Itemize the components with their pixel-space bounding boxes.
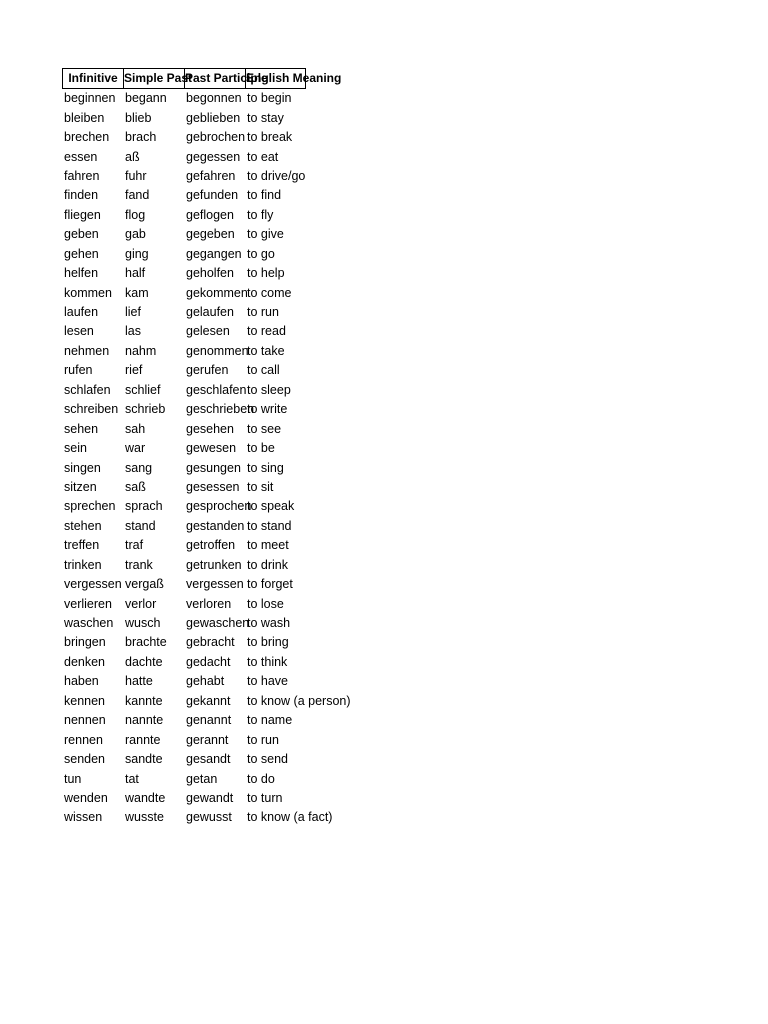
english-meaning-cell: to take xyxy=(247,343,285,358)
table-row xyxy=(62,808,365,827)
infinitive-cell: brechen xyxy=(64,130,110,145)
infinitive-cell: schlafen xyxy=(64,382,111,397)
simple-past-cell: aß xyxy=(125,149,140,164)
english-meaning-cell: to turn xyxy=(247,790,283,805)
english-meaning-cell: to write xyxy=(247,402,288,417)
past-participle-cell: gegeben xyxy=(186,227,235,242)
past-participle-cell: gestanden xyxy=(186,518,245,533)
table-row xyxy=(62,361,365,380)
simple-past-cell: sprach xyxy=(125,499,163,514)
table-row xyxy=(62,575,365,594)
table-row xyxy=(62,342,365,361)
english-meaning-cell: to fly xyxy=(247,207,274,222)
infinitive-cell: kennen xyxy=(64,693,106,708)
table-row xyxy=(62,692,365,711)
infinitive-cell: sehen xyxy=(64,421,99,436)
simple-past-cell: brach xyxy=(125,130,157,145)
infinitive-cell: schreiben xyxy=(64,402,119,417)
past-participle-cell: gefunden xyxy=(186,188,239,203)
simple-past-cell: las xyxy=(125,324,141,339)
table-header-row xyxy=(62,68,365,89)
infinitive-cell: waschen xyxy=(64,616,114,631)
past-participle-cell: gehabt xyxy=(186,674,225,689)
simple-past-cell: schrieb xyxy=(125,402,166,417)
infinitive-cell: nennen xyxy=(64,713,106,728)
simple-past-cell: schlief xyxy=(125,382,161,397)
infinitive-cell: trinken xyxy=(64,557,102,572)
table-row xyxy=(62,264,365,283)
english-meaning-cell: to see xyxy=(247,421,282,436)
header-simple-past: Simple Past xyxy=(123,68,184,89)
table-row xyxy=(62,594,365,613)
infinitive-cell: singen xyxy=(64,460,101,475)
past-participle-cell: gewusst xyxy=(186,810,232,825)
simple-past-cell: half xyxy=(125,266,146,281)
infinitive-cell: vergessen xyxy=(64,577,122,592)
table-row xyxy=(62,458,365,477)
table-row xyxy=(62,653,365,672)
past-participle-cell: gewesen xyxy=(186,441,237,456)
english-meaning-cell: to eat xyxy=(247,149,279,164)
infinitive-cell: wissen xyxy=(64,810,103,825)
table-row xyxy=(62,419,365,438)
english-meaning-cell: to drive/go xyxy=(247,168,306,183)
past-participle-cell: geschrieben xyxy=(186,402,255,417)
past-participle-cell: genannt xyxy=(186,713,232,728)
infinitive-cell: denken xyxy=(64,654,106,669)
infinitive-cell: fliegen xyxy=(64,207,101,222)
past-participle-cell: gewaschen xyxy=(186,616,250,631)
english-meaning-cell: to be xyxy=(247,441,275,456)
english-meaning-cell: to speak xyxy=(247,499,295,514)
past-participle-cell: gedacht xyxy=(186,654,231,669)
past-participle-cell: begonnen xyxy=(186,91,242,106)
english-meaning-cell: to find xyxy=(247,188,282,203)
simple-past-cell: flog xyxy=(125,207,146,222)
infinitive-cell: treffen xyxy=(64,538,100,553)
simple-past-cell: wusch xyxy=(125,616,161,631)
simple-past-cell: gab xyxy=(125,227,146,242)
past-participle-cell: gerufen xyxy=(186,363,229,378)
table-row xyxy=(62,245,365,264)
simple-past-cell: begann xyxy=(125,91,167,106)
english-meaning-cell: to forget xyxy=(247,577,293,592)
infinitive-cell: finden xyxy=(64,188,99,203)
infinitive-cell: wenden xyxy=(64,790,108,805)
past-participle-cell: getroffen xyxy=(186,538,236,553)
table-body xyxy=(62,89,365,828)
simple-past-cell: traf xyxy=(125,538,144,553)
past-participle-cell: genommen xyxy=(186,343,249,358)
simple-past-cell: blieb xyxy=(125,110,152,125)
infinitive-cell: bleiben xyxy=(64,110,105,125)
table-row xyxy=(62,730,365,749)
simple-past-cell: verlor xyxy=(125,596,157,611)
simple-past-cell: brachte xyxy=(125,635,167,650)
english-meaning-cell: to break xyxy=(247,130,293,145)
infinitive-cell: stehen xyxy=(64,518,102,533)
table-row xyxy=(62,614,365,633)
english-meaning-cell: to know (a fact) xyxy=(247,810,333,825)
table-row xyxy=(62,439,365,458)
infinitive-cell: sein xyxy=(64,441,87,456)
table-row xyxy=(62,186,365,205)
simple-past-cell: wandte xyxy=(125,790,166,805)
english-meaning-cell: to sing xyxy=(247,460,284,475)
simple-past-cell: sah xyxy=(125,421,146,436)
past-participle-cell: gekommen xyxy=(186,285,248,300)
english-meaning-cell: to drink xyxy=(247,557,288,572)
table-row xyxy=(62,750,365,769)
simple-past-cell: kam xyxy=(125,285,149,300)
infinitive-cell: kommen xyxy=(64,285,112,300)
simple-past-cell: wusste xyxy=(125,810,164,825)
table-row xyxy=(62,147,365,166)
english-meaning-cell: to meet xyxy=(247,538,289,553)
simple-past-cell: kannte xyxy=(125,693,163,708)
simple-past-cell: nannte xyxy=(125,713,164,728)
table-row xyxy=(62,108,365,127)
past-participle-cell: geflogen xyxy=(186,207,234,222)
past-participle-cell: gesungen xyxy=(186,460,241,475)
infinitive-cell: helfen xyxy=(64,266,99,281)
infinitive-cell: bringen xyxy=(64,635,106,650)
simple-past-cell: lief xyxy=(125,305,141,320)
simple-past-cell: fuhr xyxy=(125,168,147,183)
infinitive-cell: laufen xyxy=(64,305,99,320)
table-row xyxy=(62,128,365,147)
simple-past-cell: war xyxy=(125,441,146,456)
table-row xyxy=(62,167,365,186)
header-infinitive: Infinitive xyxy=(62,68,123,89)
table-row xyxy=(62,400,365,419)
past-participle-cell: vergessen xyxy=(186,577,244,592)
table-row xyxy=(62,206,365,225)
infinitive-cell: haben xyxy=(64,674,99,689)
past-participle-cell: gelaufen xyxy=(186,305,234,320)
english-meaning-cell: to know (a person) xyxy=(247,693,351,708)
infinitive-cell: sitzen xyxy=(64,479,97,494)
simple-past-cell: ging xyxy=(125,246,149,261)
past-participle-cell: geblieben xyxy=(186,110,241,125)
past-participle-cell: gegessen xyxy=(186,149,241,164)
past-participle-cell: gebrochen xyxy=(186,130,246,145)
english-meaning-cell: to wash xyxy=(247,616,291,631)
past-participle-cell: gefahren xyxy=(186,168,236,183)
english-meaning-cell: to begin xyxy=(247,91,292,106)
table-row xyxy=(62,633,365,652)
header-past-participle: Past Participle xyxy=(184,68,245,89)
table-row xyxy=(62,536,365,555)
past-participle-cell: gekannt xyxy=(186,693,231,708)
simple-past-cell: vergaß xyxy=(125,577,164,592)
past-participle-cell: gebracht xyxy=(186,635,235,650)
simple-past-cell: rief xyxy=(125,363,143,378)
infinitive-cell: rufen xyxy=(64,363,93,378)
english-meaning-cell: to bring xyxy=(247,635,289,650)
past-participle-cell: gesprochen xyxy=(186,499,252,514)
table-row xyxy=(62,497,365,516)
past-participle-cell: gesandt xyxy=(186,752,231,767)
past-participle-cell: gewandt xyxy=(186,790,234,805)
table-row xyxy=(62,769,365,788)
english-meaning-cell: to send xyxy=(247,752,289,767)
infinitive-cell: rennen xyxy=(64,732,103,747)
english-meaning-cell: to run xyxy=(247,305,279,320)
infinitive-cell: lesen xyxy=(64,324,94,339)
table-row xyxy=(62,672,365,691)
verb-table xyxy=(62,68,365,828)
table-row xyxy=(62,322,365,341)
simple-past-cell: saß xyxy=(125,479,146,494)
english-meaning-cell: to name xyxy=(247,713,293,728)
english-meaning-cell: to stay xyxy=(247,110,284,125)
table-row xyxy=(62,283,365,302)
simple-past-cell: rannte xyxy=(125,732,161,747)
table-row xyxy=(62,225,365,244)
simple-past-cell: dachte xyxy=(125,654,163,669)
english-meaning-cell: to think xyxy=(247,654,288,669)
infinitive-cell: sprechen xyxy=(64,499,116,514)
header-english-meaning: English Meaning xyxy=(245,68,306,89)
past-participle-cell: gelesen xyxy=(186,324,230,339)
table-row xyxy=(62,381,365,400)
table-row xyxy=(62,89,365,108)
table-row xyxy=(62,303,365,322)
infinitive-cell: beginnen xyxy=(64,91,116,106)
english-meaning-cell: to run xyxy=(247,732,279,747)
past-participle-cell: gesessen xyxy=(186,479,240,494)
past-participle-cell: geschlafen xyxy=(186,382,247,397)
english-meaning-cell: to sleep xyxy=(247,382,291,397)
english-meaning-cell: to give xyxy=(247,227,284,242)
past-participle-cell: getrunken xyxy=(186,557,242,572)
simple-past-cell: fand xyxy=(125,188,150,203)
past-participle-cell: verloren xyxy=(186,596,232,611)
simple-past-cell: hatte xyxy=(125,674,153,689)
table-row xyxy=(62,789,365,808)
simple-past-cell: tat xyxy=(125,771,139,786)
english-meaning-cell: to help xyxy=(247,266,285,281)
simple-past-cell: sang xyxy=(125,460,153,475)
table-row xyxy=(62,517,365,536)
english-meaning-cell: to go xyxy=(247,246,275,261)
english-meaning-cell: to call xyxy=(247,363,280,378)
infinitive-cell: geben xyxy=(64,227,99,242)
past-participle-cell: gerannt xyxy=(186,732,229,747)
english-meaning-cell: to do xyxy=(247,771,275,786)
english-meaning-cell: to lose xyxy=(247,596,284,611)
past-participle-cell: geholfen xyxy=(186,266,234,281)
infinitive-cell: nehmen xyxy=(64,343,110,358)
table-row xyxy=(62,478,365,497)
english-meaning-cell: to stand xyxy=(247,518,292,533)
english-meaning-cell: to sit xyxy=(247,479,274,494)
simple-past-cell: stand xyxy=(125,518,156,533)
past-participle-cell: gegangen xyxy=(186,246,242,261)
simple-past-cell: trank xyxy=(125,557,153,572)
infinitive-cell: essen xyxy=(64,149,98,164)
english-meaning-cell: to have xyxy=(247,674,289,689)
infinitive-cell: verlieren xyxy=(64,596,112,611)
simple-past-cell: sandte xyxy=(125,752,163,767)
past-participle-cell: gesehen xyxy=(186,421,234,436)
past-participle-cell: getan xyxy=(186,771,218,786)
infinitive-cell: gehen xyxy=(64,246,99,261)
simple-past-cell: nahm xyxy=(125,343,157,358)
english-meaning-cell: to come xyxy=(247,285,292,300)
english-meaning-cell: to read xyxy=(247,324,286,339)
table-row xyxy=(62,711,365,730)
infinitive-cell: tun xyxy=(64,771,82,786)
infinitive-cell: fahren xyxy=(64,168,100,183)
infinitive-cell: senden xyxy=(64,752,106,767)
table-row xyxy=(62,556,365,575)
